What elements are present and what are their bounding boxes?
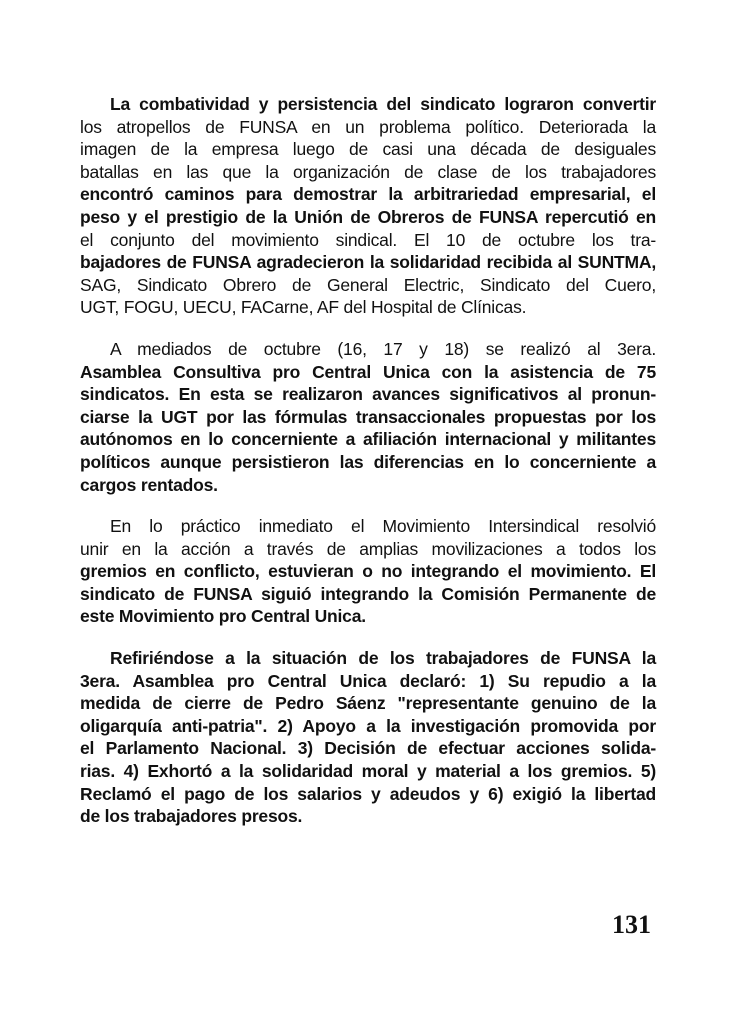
text-line: el conjunto del movimiento sindical. El 10 de octubre los tra-: [80, 229, 656, 250]
text-line: SAG, Sindicato Obrero de General Electric, Sindicato del Cuero,: [80, 274, 656, 295]
text-line: cargos rentados.: [80, 474, 218, 495]
paragraph: [80, 647, 656, 828]
text-line: autónomos en lo concerniente a afiliación internacional y militantes: [80, 429, 656, 450]
page-number: 131: [612, 910, 651, 939]
text-line: el Parlamento Nacional. 3) Decisión de efectuar acciones solida-: [80, 738, 656, 759]
text-line: sindicatos. En esta se realizaron avances significativos al pronun-: [80, 384, 656, 405]
paragraph: [80, 93, 656, 319]
text-line: este Movimiento pro Central Unica.: [80, 606, 366, 627]
text-line: Reclamó el pago de los salarios y adeudos y 6) exigió la libertad: [80, 783, 656, 804]
text-line: imagen de la empresa luego de casi una década de desiguales: [80, 139, 656, 160]
text-line: 3era. Asamblea pro Central Unica declaró: 1) Su repudio a la: [80, 670, 656, 691]
text-line: Asamblea Consultiva pro Central Unica con la asistencia de 75: [80, 361, 656, 382]
text-line: encontró caminos para demostrar la arbitrariedad empresarial, el: [80, 184, 656, 205]
text-line: UGT, FOGU, UECU, FACarne, AF del Hospital de Clínicas.: [80, 297, 527, 318]
text-line: unir en la acción a través de amplias movilizaciones a todos los: [80, 538, 656, 559]
text-line: rias. 4) Exhortó a la solidaridad moral y material a los gremios. 5): [80, 761, 656, 782]
text-line: En lo práctico inmediato el Movimiento Intersindical resolvió: [110, 516, 656, 537]
text-line: de los trabajadores presos.: [80, 806, 303, 827]
text-line: peso y el prestigio de la Unión de Obreros de FUNSA repercutió en: [80, 206, 656, 227]
text-line: gremios en conflicto, estuvieran o no integrando el movimiento. El: [80, 561, 656, 582]
text-line: La combatividad y persistencia del sindicato lograron convertir: [110, 94, 656, 114]
text-line: A mediados de octubre (16, 17 y 18) se realizó al 3era.: [110, 338, 656, 359]
text-line: oligarquía anti-patria". 2) Apoyo a la investigación promovida por: [80, 715, 656, 736]
text-line: bajadores de FUNSA agradecieron la solidaridad recibida al SUNTMA,: [80, 252, 656, 273]
text-line: sindicato de FUNSA siguió integrando la Comisión Permanente de: [80, 583, 656, 604]
text-line: políticos aunque persistieron las diferencias en lo concerniente a: [80, 451, 656, 472]
text-line: los atropellos de FUNSA en un problema político. Deteriorada la: [80, 116, 656, 137]
page-body: [80, 93, 656, 847]
text-line: ciarse la UGT por las fórmulas transaccionales propuestas por los: [80, 406, 656, 427]
text-line: medida de cierre de Pedro Sáenz "representante genuino de la: [80, 693, 656, 714]
paragraph: [80, 338, 656, 496]
paragraph: [80, 515, 656, 628]
text-line: batallas en las que la organización de clase de los trabajadores: [80, 161, 656, 182]
text-line: Refiriéndose a la situación de los trabajadores de FUNSA la: [110, 648, 656, 669]
